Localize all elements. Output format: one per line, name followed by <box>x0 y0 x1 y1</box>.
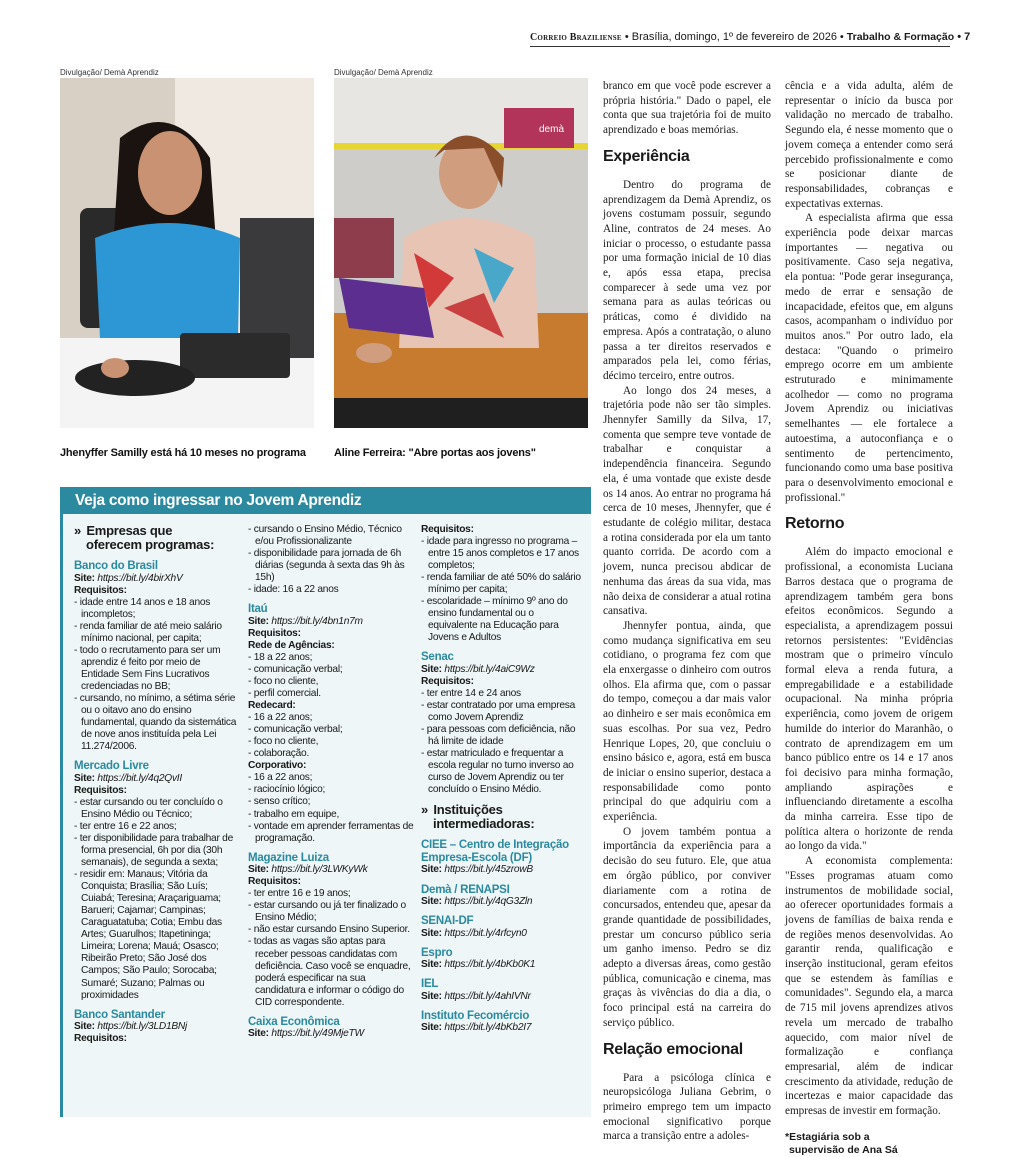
site-link[interactable]: https://bit.ly/4birXhV <box>97 572 183 584</box>
requirement-item: - ter entre 16 e 19 anos; <box>248 888 351 900</box>
site-link[interactable]: https://bit.ly/4q2QvII <box>97 772 182 784</box>
requirement-item: - ter disponibilidade para trabalhar de forma presencial, 6h por dia (30h semanais), de segunda a sexta; <box>74 832 234 869</box>
info-box-title: Veja como ingressar no Jovem Aprendiz <box>60 487 591 514</box>
requirement-item: - ter entre 16 e 22 anos; <box>74 820 177 832</box>
section-heading-line: Empresas que <box>86 523 173 538</box>
site-link[interactable]: https://bit.ly/49MjeTW <box>271 1028 364 1040</box>
site-label: Site: <box>421 864 442 876</box>
requirement-item: - cursando, no mínimo, a sétima série ou o oitavo ano do ensino fundamental, quando da sistemática de nove anos instituída pela Lei 11.274/2006. <box>74 692 237 753</box>
org-site <box>248 616 414 628</box>
site-link[interactable]: https://bit.ly/3LWKyWk <box>271 864 368 876</box>
site-link[interactable]: https://bit.ly/4qG3Zln <box>444 896 533 908</box>
photo-credit: Divulgação/ Demà Aprendiz <box>60 68 159 77</box>
site-label: Site: <box>421 663 442 675</box>
subheading-experiencia: Experiência <box>603 147 690 165</box>
header-separator: • <box>624 31 629 43</box>
requirement-item: - idade entre 14 anos e 18 anos incompletos; <box>74 596 211 620</box>
site-label: Site: <box>74 772 95 784</box>
requirement-item: - renda familiar de até meio salário mínimo nacional, per capita; <box>74 620 222 644</box>
requirement-item: - para pessoas com deficiência, não há limite de idade <box>421 724 576 748</box>
requirement-item: - foco no cliente, <box>248 736 319 748</box>
site-link[interactable]: https://bit.ly/4aiC9Wz <box>444 663 535 675</box>
box-column-2 <box>248 524 414 1040</box>
site-label: Site: <box>248 864 269 876</box>
site-link[interactable]: https://bit.ly/4bKb0K1 <box>444 959 536 971</box>
site-label: Site: <box>74 1021 95 1033</box>
section-name: Trabalho & Formação <box>846 31 955 43</box>
site-label: Site: <box>248 1028 269 1040</box>
section-heading-line: oferecem programas: <box>86 537 215 552</box>
org-name-banco-do-brasil: Banco do Brasil <box>74 560 158 572</box>
subheading-retorno: Retorno <box>785 515 845 533</box>
requirement-item: - 18 a 22 anos; <box>248 651 313 663</box>
requirement-item: - cursando o Ensino Médio, Técnico e/ou Profissionalizante <box>248 524 402 548</box>
org-name-magazine-luiza: Magazine Luiza <box>248 851 329 864</box>
author-signoff <box>785 1131 953 1157</box>
requirement-item: - colaboração. <box>248 748 310 760</box>
org-name-itau: Itaú <box>248 603 268 616</box>
page-header <box>530 30 971 47</box>
requirement-item: - senso crítico; <box>248 796 311 808</box>
org-site <box>421 959 581 971</box>
requisitos-label: Requisitos: <box>248 876 301 888</box>
org-site <box>421 896 581 908</box>
requisitos-label: Requisitos: <box>74 1033 127 1045</box>
org-name-caixa: Caixa Econômica <box>248 1015 340 1028</box>
requisitos-label: Requisitos: <box>74 584 127 596</box>
requisitos-label: Requisitos: <box>421 524 474 535</box>
photo-aline <box>334 78 588 428</box>
org-name-senai-df: SENAI-DF <box>421 915 474 928</box>
site-link[interactable]: https://bit.ly/3LD1BNj <box>97 1021 188 1033</box>
org-name-iel: IEL <box>421 978 439 991</box>
requirement-item: - ter entre 14 e 24 anos <box>421 688 521 700</box>
requirement-item: - perfil comercial. <box>248 688 321 700</box>
box-column-3 <box>421 524 581 1034</box>
org-site <box>248 1028 414 1040</box>
chevron-icon: » <box>74 523 81 538</box>
section-heading-instituicoes <box>421 803 581 831</box>
box-column-1 <box>74 524 240 1045</box>
org-site <box>421 1022 581 1034</box>
site-label: Site: <box>248 615 269 627</box>
site-label: Site: <box>421 1022 442 1034</box>
subheading-relacao-emocional: Relação emocional <box>603 1040 743 1058</box>
org-site <box>74 1021 240 1033</box>
site-link[interactable]: https://bit.ly/4bn1n7m <box>271 615 363 627</box>
requisitos-label: Requisitos: <box>421 676 474 688</box>
signoff-line: *Estagiária sob a <box>785 1130 870 1143</box>
article-column-1 <box>603 79 771 1144</box>
requirement-item: - estar cursando ou já ter finalizado o Ensino Médio; <box>248 900 406 924</box>
section-heading-line: intermediadoras: <box>433 816 535 832</box>
photo-jhenyffer <box>60 78 314 428</box>
article-paragraph: Ao longo dos 24 meses, a trajetória pode não ser tão simples. Jhennyfer Samilly da Silva, 17, comenta que sempre teve vontade de trabalhar e conquistar a independência financeira. Segundo ela, é uma vontade que existe desde os 14 anos. Ao entrar no programa há cerca de 10 meses, Jhennyfer, que é estudante de colégio militar, destaca a rotina considerada por ela um tanto quanto corrida. De acordo com a jovem, nunca precisou abdicar de nenhuma das áreas da sua vida, mas não deixa de considerar a atual rotina cansativa. <box>603 384 771 618</box>
article-column-2 <box>785 79 953 1157</box>
org-site <box>74 773 240 785</box>
photo-caption: Aline Ferreira: "Abre portas aos jovens" <box>334 447 536 459</box>
requirement-item: - trabalho em equipe, <box>248 808 340 820</box>
requirement-item: - escolaridade – mínimo 9º ano do ensino fundamental ou o equivalente na Educação para Jovens e Adultos <box>421 596 568 644</box>
requirement-item: - raciocínio lógico; <box>248 784 326 796</box>
requirement-item: - estar matriculado e frequentar a escola regular no turno inverso ao curso de Jovem Aprendiz ou ter concluído o Ensino Médio. <box>421 748 574 796</box>
site-label: Site: <box>421 959 442 971</box>
org-site <box>421 991 581 1003</box>
article-paragraph: Para a psicóloga clínica e neuropsicóloga Juliana Gebrim, o primeiro emprego tem um impacto emocional significativo porque marca a transição entre a adoles- <box>603 1071 771 1143</box>
header-separator: • <box>957 31 962 43</box>
dateline: Brasília, domingo, 1º de fevereiro de 2026 <box>631 31 837 43</box>
photo-caption: Jhenyffer Samilly está há 10 meses no programa <box>60 447 306 459</box>
org-name-santander: Banco Santander <box>74 1008 165 1021</box>
requirement-item: - vontade em aprender ferramentas de programação. <box>248 820 414 844</box>
requirement-item: - residir em: Manaus; Vitória da Conquista; Brasília; São Luís; Cuiabá; Teresina; Araçariguama; Barueri; Cajamar; Campinas; Caraguatatuba; Cotia; Embu das Artes; Guarulhos; Itapetininga; Limeira; Lorena; Mauá; Osasco; Ribeirão Preto; São José dos Campos; São Paulo; Sorocaba; Sumaré; Suzano; Palmas ou proximidades <box>74 869 222 1001</box>
site-label: Site: <box>421 896 442 908</box>
requirement-item: - idade para ingresso no programa – entre 15 anos completos e 17 anos completos; <box>421 536 579 572</box>
org-site <box>421 664 581 676</box>
org-name-senac: Senac <box>421 651 454 664</box>
requirement-item: - não estar cursando Ensino Superior. <box>248 924 410 936</box>
header-separator: • <box>840 31 844 43</box>
org-site <box>248 864 414 876</box>
org-name-instituto-fecomercio: Instituto Fecomércio <box>421 1009 530 1022</box>
site-link[interactable]: https://bit.ly/4rfcyn0 <box>444 927 527 939</box>
org-name-ciee: CIEE – Centro de Integração Empresa-Escola (DF) <box>421 839 569 864</box>
site-link[interactable]: https://bit.ly/4ahIVNr <box>444 990 531 1002</box>
site-link[interactable]: https://bit.ly/4bKb2I7 <box>444 1022 532 1034</box>
site-label: Site: <box>421 990 442 1002</box>
dema-sign-logo: demà <box>539 124 565 135</box>
article-paragraph: branco em que você pode escrever a própria história." Dado o papel, ele conta que sua trajetória foi de muito aprendizado e boas memórias. <box>603 80 771 137</box>
requirement-item: - foco no cliente, <box>248 676 319 688</box>
article-paragraph: cência e a vida adulta, além de representar o início da busca por validação no mercado de trabalho. Segundo ela, é nesse momento que o jovem começa a entender como será percebido profissionalmente e como se posicionar diante de responsabilidades, cobranças e expectativas externas. <box>785 80 953 210</box>
requirement-item: - disponibilidade para jornada de 6h diárias (segunda à sexta das 9h às 15h) <box>248 548 405 584</box>
article-paragraph: A especialista afirma que essa experiência pode deixar marcas importantes — negativa ou positivamente. Caso seja negativa, ela pontua: "Pode gerar insegurança, medo de errar e sensação de incapacidade, efeitos que, em alguns casos, acompanham o indivíduo por muitos anos." Por outro lado, ela destaca: "Quando o primeiro emprego ocorre em um ambiente estruturado e minimamente acolhedor — como no programa Jovem Aprendiz ou iniciativas semelhantes — ele fortalece a autoestima, a autoconfiança e o sentimento de pertencimento, funcionando como uma base positiva para o desenvolvimento emocional e profissional." <box>785 212 953 504</box>
article-paragraph: A economista complementa: "Esses programas atuam como instrumentos de mobilidade social, ao oferecer oportunidades formais a jovens de famílias de baixa renda e de regiões menos desenvolvidas. Ao garantir renda, qualificação e inserção institucional, geram efeitos que se estendem às famílias e comunidades". Segundo ela, a marca de 715 mil jovens aprendizes ativos revela um mercado de trabalho aquecido, com maior nível de formalização e confiança empresarial, além de indicar crescimento da atividade, redução de incertezas e maior capacidade das empresas de investir em formação. <box>785 855 953 1118</box>
article-paragraph: Além do impacto emocional e profissional, a economista Luciana Barros destaca que o programa de aprendizagem também gera bons efeitos econômicos. Segundo a especialista, a aprendizagem possui retornos persistentes: "Evidências mostram que o primeiro vínculo formal eleva a renda futura, a empregabilidade e a estabilidade ocupacional. Na minha própria experiência, como jovem de origem humilde do interior do Maranhão, o contrato de aprendizagem em um banco público entre os 14 e 17 anos foi decisivo para minha formação, ampliando aspirações e influenciando diretamente a escolha da minha carreira. Esse tipo de política altera o horizonte de renda ao longo da vida." <box>785 546 953 853</box>
subcategory-label: Rede de Agências: <box>248 639 335 651</box>
requirement-item: - todas as vagas são aptas para receber pessoas candidatas com deficiência. Caso você se enquadre, poderá especificar na sua candidatura e informar o código do CID correspondente. <box>248 936 411 1008</box>
org-site <box>74 573 240 585</box>
requirement-item: - 16 a 22 anos; <box>248 712 313 724</box>
site-link[interactable]: https://bit.ly/45zrowB <box>444 864 533 876</box>
org-site <box>421 864 581 876</box>
section-heading-empresas <box>74 524 240 552</box>
article-paragraph: Dentro do programa de aprendizagem da Demà Aprendiz, os jovens costumam possuir, segundo Aline, contratos de 24 meses. Ao iniciar o processo, o estudante passa por uma formação inicial de 10 dias e, após essa etapa, precisa comparecer à sede uma vez por semana para as aulas teóricas ou práticas, como é dividido na empresa. Após a contratação, o aluno passa a ter direitos reservados e amparados pela lei, como férias, décimo terceiro, entre outros. <box>603 178 771 382</box>
requirement-item: - idade: 16 a 22 anos <box>248 584 339 596</box>
subcategory-label: Redecard: <box>248 700 296 712</box>
requisitos-label: Requisitos: <box>248 627 301 639</box>
requisitos-label: Requisitos: <box>74 784 127 796</box>
section-heading-line: Instituições <box>433 802 503 818</box>
requirement-item: - comunicação verbal; <box>248 663 343 675</box>
newspaper-name: Correio Braziliense <box>530 32 622 43</box>
site-label: Site: <box>74 572 95 584</box>
signoff-line: supervisão de Ana Sá <box>789 1143 898 1156</box>
requirement-item: - comunicação verbal; <box>248 724 343 736</box>
site-label: Site: <box>421 927 442 939</box>
org-name-espro: Espro <box>421 946 453 959</box>
photo-aline-image <box>334 78 588 428</box>
subcategory-label: Corporativo: <box>248 760 307 772</box>
requirement-item: - 16 a 22 anos; <box>248 772 313 784</box>
photo-jhenyffer-image <box>60 78 314 428</box>
article-paragraph: Jhennyfer pontua, ainda, que como mudança significativa em seu cotidiano, o programa fez com que ela enxergasse o dinheiro com outros olhos. Ela afirma que, com o passar do tempo, começou a dar mais valor ao dinheiro e ser mais econômica em suas escolhas. Por sua vez, Pedro Henrique Lopes, 20, que concluiu o ensino básico e, agora, está em busca de iniciar o ensino superior, destaca a responsabilidade como ponto principal do que adquiriu com a experiência. <box>603 619 771 824</box>
photo-credit: Divulgação/ Demà Aprendiz <box>334 68 433 77</box>
page-number: 7 <box>964 31 971 43</box>
article-paragraph: O jovem também pontua a importância da experiência para a decisão do seu futuro. Ele, que atua em órgão público, por conviver diariamente com a rotina de concursados, entendeu que, apesar da grande quantidade de possibilidades, prestar um concurso público seria um ganho imenso. Pedro se diz adepto a diversas áreas, como gestão pública, comunicação e cinema, mas graças às vivências do dia a dia, o foco principal está na carreira do serviço público. <box>603 825 771 1029</box>
requirement-item: - todo o recrutamento para ser um aprendiz é feito por meio de Entidade Sem Fins Lucrativos credenciadas no BB; <box>74 644 221 692</box>
requirement-item: - estar contratado por uma empresa como Jovem Aprendiz <box>421 700 576 724</box>
org-site <box>421 928 581 940</box>
chevron-icon: » <box>421 802 428 818</box>
org-name-dema-renapsi: Demà / RENAPSI <box>421 883 510 896</box>
requirement-item: - renda familiar de até 50% do salário mínimo per capita; <box>421 572 581 596</box>
org-name-mercado-livre: Mercado Livre <box>74 760 149 773</box>
requirement-item: - estar cursando ou ter concluído o Ensino Médio ou Técnico; <box>74 796 223 820</box>
